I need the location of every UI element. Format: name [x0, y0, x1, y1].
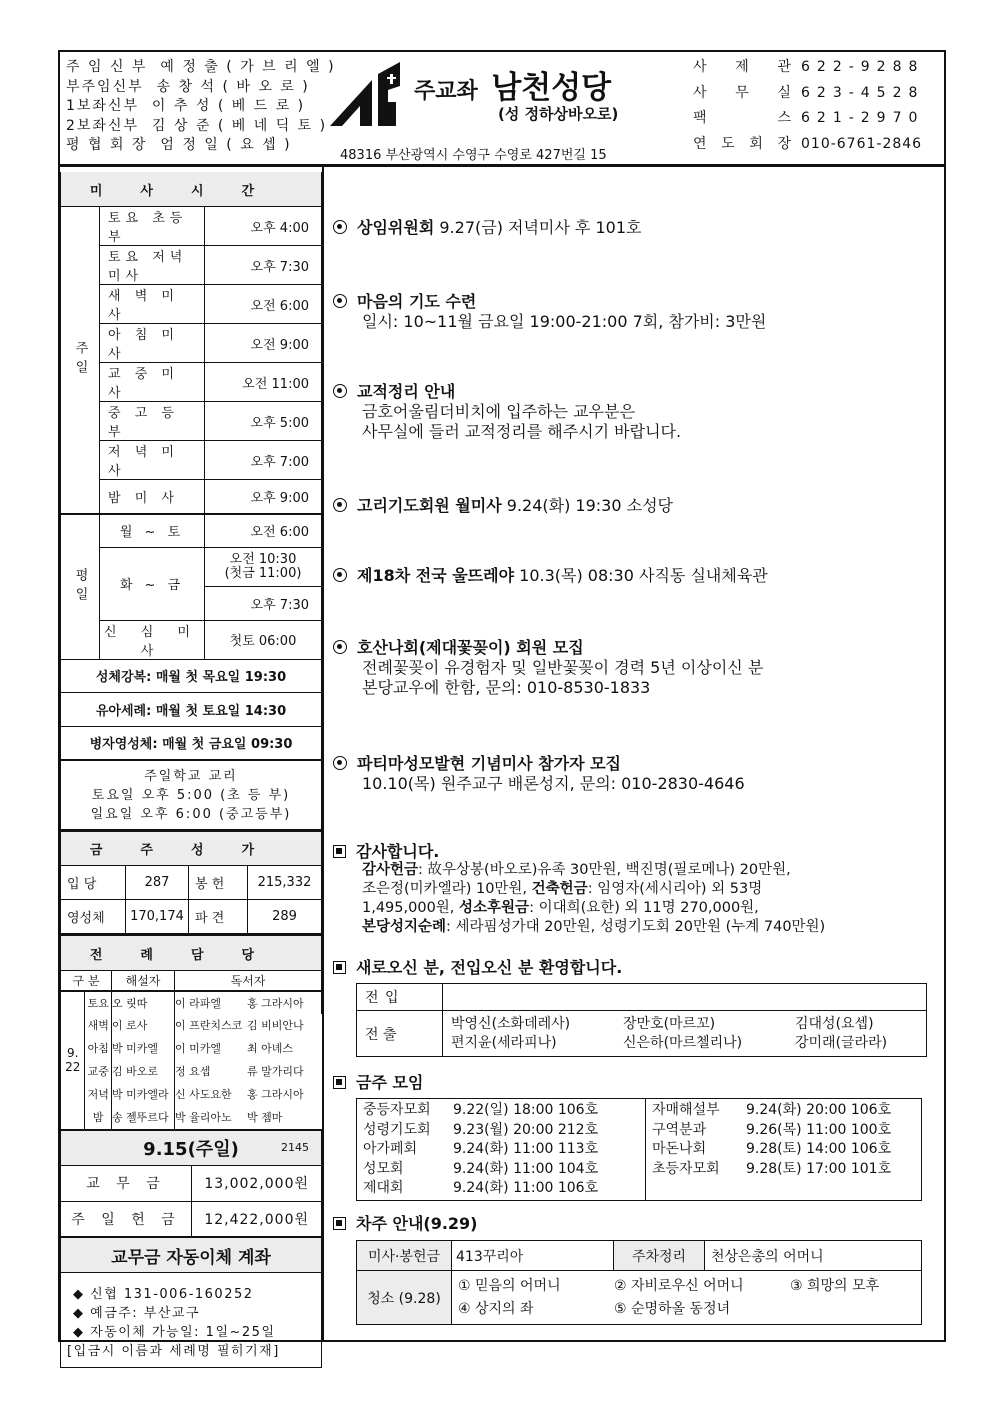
offering-date-header: 9.15(주일) 2145 — [61, 1130, 322, 1166]
announcement: 제18차 전국 울뜨레야 10.3(목) 08:30 사직동 실내체육관 — [333, 566, 768, 586]
meetings-right: 자매해설부 9.24(화) 20:00 106호 구역분과 9.26(목) 11:00 100호 마돈나회 9.28(토) 14:00 106호 초등자모회 9.28(토) 17:00 101호 — [652, 1102, 892, 1177]
catechism-info: 주일학교 교리 토요일 오후 5:00 (초 등 부) 일요일 오후 6:00 (중고등부) — [61, 760, 322, 830]
contact-row: 팩 스 621-2970 — [693, 110, 925, 126]
mass-name: 밤 미 사 — [100, 480, 205, 514]
mass-time: 오후 5:00 — [205, 402, 322, 441]
bullet-icon — [333, 756, 347, 770]
meetings-left: 중등자모회 9.22(일) 18:00 106호 성령기도회 9.23(월) 20:00 212호 아가페회 9.24(화) 11:00 113호 성모회 9.24(화) 11:00 104호 제대회 9.24(화) 11:00 106호 — [357, 1099, 646, 1200]
stat-value: 287 — [126, 866, 189, 900]
address: 48316 부산광역시 수영구 수영로 427번길 15 — [340, 148, 607, 163]
next-week-heading: 차주 안내(9.29) — [333, 1214, 478, 1234]
offering-label: 주 일 헌 금 — [61, 1201, 192, 1237]
bullet-icon — [333, 384, 347, 398]
mass-offering-value: 413꾸리아 — [452, 1241, 614, 1271]
header-divider — [58, 164, 946, 167]
mass-time: 오전 9:00 — [205, 324, 322, 363]
commentator: 송 젤뚜르다 — [112, 1106, 175, 1129]
parking-label: 주차정리 — [614, 1241, 705, 1271]
col-header: 독서자 — [175, 971, 322, 991]
square-bullet-icon — [333, 961, 346, 974]
liturgy-heading: 전례담당 — [61, 935, 322, 971]
mass-name: 토요 초등부 — [100, 207, 205, 246]
reader: 박 젬마 — [247, 1111, 283, 1124]
attendance-count: 2145 — [281, 1140, 309, 1154]
hymn-heading: 금주성가 — [61, 831, 322, 866]
offering-table — [60, 1129, 322, 1369]
reader: 이 미카엘 — [175, 1037, 248, 1060]
account-info: ◆ 신협 131-006-160252 ◆ 예금주: 부산교구 ◆ 자동이체 가능일: 1일~25일 [입금시 이름과 세례명 필히기재] — [61, 1273, 322, 1368]
stat-label: 영성체 — [61, 900, 126, 934]
mass-name: 화 ~ 금 — [100, 548, 205, 621]
parking-value: 천상은총의 어머니 — [705, 1241, 922, 1271]
offering-amount: 12,422,000원 — [192, 1201, 322, 1237]
weekday-label: 평일 — [61, 514, 100, 660]
square-bullet-icon — [333, 1076, 346, 1089]
commentator: 박 미카엘라 — [112, 1083, 175, 1106]
mass-time: 오전 6:00 — [205, 285, 322, 324]
parish-title: 주교좌 남천성당 — [414, 70, 612, 106]
mass-type: 새벽 — [87, 1019, 109, 1032]
note-infant-baptism: 유아세례: 매월 첫 토요일 14:30 — [61, 693, 322, 727]
mass-type: 저녁 — [87, 1088, 109, 1101]
announcement: 교적정리 안내 금호어울림더비치에 입주하는 교우분은 사무실에 들러 교적정리를 해주시기 바랍니다. — [333, 382, 681, 442]
reader: 최 아녜스 — [247, 1042, 294, 1055]
staff-list — [66, 58, 336, 156]
church-logo-icon — [330, 62, 408, 128]
mass-time: 오후 7:00 — [205, 441, 322, 480]
mass-time: 오후 4:00 — [205, 207, 322, 246]
bullet-icon — [333, 640, 347, 654]
mass-time: 오전 6:00 — [205, 514, 322, 548]
meetings-table — [356, 1098, 922, 1201]
next-week-table — [356, 1240, 922, 1325]
mass-time: 첫토 06:00 — [205, 620, 322, 659]
commentator: 이 로사 — [112, 1014, 175, 1037]
staff-row: 1보좌신부 이 추 성 ( 베 드 로 ) — [66, 98, 306, 114]
staff-row: 평 협 회 장 엄 정 일 ( 요 셉 ) — [66, 137, 292, 153]
bullet-icon — [333, 498, 347, 512]
mass-type: 토요 — [85, 991, 112, 1014]
mass-time: 오후 7:30 — [205, 246, 322, 285]
bullet-icon — [333, 568, 347, 582]
weekly-hymn-table — [60, 830, 322, 934]
reader: 박 율리아노 — [175, 1106, 248, 1129]
mass-time: 오후 7:30 — [205, 587, 322, 621]
welcome-heading: 새로오신 분, 전입오신 분 환영합니다. — [333, 958, 622, 978]
col-header: 구 분 — [61, 971, 112, 991]
transfer-out-label: 전 출 — [357, 1011, 443, 1057]
stat-value: 289 — [248, 900, 322, 934]
mass-name: 교 중 미 사 — [100, 363, 205, 402]
meetings-heading: 금주 모임 — [333, 1073, 423, 1093]
transfer-out-names: 박영신(소화데레사) 장만호(마르꼬) 김대성(요셉) 편지윤(세라피나) 신은하(마르첼리나) 강미래(글라라) — [443, 1011, 927, 1057]
mass-offering-label: 미사·봉헌금 — [357, 1241, 452, 1271]
note-sick-communion: 병자영성체: 매월 첫 금요일 09:30 — [61, 726, 322, 760]
thanks-section: 감사합니다. 감사헌금: 故우상봉(바오로)유족 30만원, 백진명(필로메나) 20만원, 조은정(미카엘라) 10만원, 건축헌금: 임영자(세시리아) 외 53명 1,495,000원, 성소후원금: 이대희(요한) 외 11명 270,000원, 본당성지순례: 세라핌성가대 20만원, 성령기도회 20만원 (누계 740만원) — [333, 842, 825, 937]
commentator: 박 미카엘 — [112, 1037, 175, 1060]
announcement: 고리기도회원 월미사 9.24(화) 19:30 소성당 — [333, 496, 673, 516]
reader: 류 말가리다 — [247, 1065, 304, 1078]
mass-time: 오전 10:30 (첫금 11:00) — [205, 548, 322, 587]
reader: 홍 그라시아 — [247, 1088, 304, 1101]
reader: 신 사도요한 — [175, 1083, 248, 1106]
stat-label: 입 당 — [61, 866, 126, 900]
note-benediction: 성체강복: 매월 첫 목요일 19:30 — [61, 659, 322, 693]
mass-times-table — [60, 172, 322, 830]
square-bullet-icon — [333, 845, 346, 858]
bullet-icon — [333, 294, 347, 308]
commentator: 오 릿따 — [112, 991, 175, 1014]
reader: 정 요셉 — [175, 1060, 248, 1083]
contact-row: 연 도 회 장 010-6761-2846 — [693, 135, 923, 152]
transfer-in-label: 전 입 — [357, 984, 443, 1011]
col-header: 해설자 — [112, 971, 175, 991]
mass-name: 저 녁 미 사 — [100, 441, 205, 480]
reader: 홍 그라시아 — [247, 991, 322, 1014]
stat-label: 파 견 — [189, 900, 248, 934]
left-column — [60, 172, 322, 1368]
mass-name: 토요 저녁미사 — [100, 246, 205, 285]
sunday-label: 주일 — [61, 207, 100, 514]
column-divider — [322, 166, 324, 1342]
staff-row: 주 임 신 부 예 정 출 ( 가 브 리 엘 ) — [66, 59, 336, 75]
staff-row: 부주임신부 송 창 석 ( 바 오 로 ) — [66, 78, 310, 95]
stat-value: 170,174 — [126, 900, 189, 934]
mass-name: 월 ~ 토 — [100, 514, 205, 548]
contact-row: 사 무 실 623-4528 — [693, 84, 925, 101]
mass-name: 중 고 등 부 — [100, 402, 205, 441]
contact-list — [693, 55, 924, 157]
mass-name: 신 심 미 사 — [100, 620, 205, 659]
mass-times-heading: 미사시간 — [61, 172, 322, 207]
mass-name: 새 벽 미 사 — [100, 285, 205, 324]
mass-time: 오전 11:00 — [205, 363, 322, 402]
announcement: 호산나회(제대꽃꽂이) 회원 모집 전례꽃꽂이 유경험자 및 일반꽃꽂이 경력 5년 이상이신 분 본당교우에 한함, 문의: 010-8530-1833 — [333, 638, 763, 698]
stat-label: 봉 헌 — [189, 866, 248, 900]
reader: 이 프란치스코 — [175, 1014, 248, 1037]
commentator: 김 바오로 — [112, 1060, 175, 1083]
stat-value: 215,332 — [248, 866, 322, 900]
mass-name: 아 침 미 사 — [100, 324, 205, 363]
reader: 김 비비안나 — [247, 1019, 304, 1032]
bullet-icon — [333, 220, 347, 234]
offering-amount: 13,002,000원 — [192, 1165, 322, 1201]
mass-type: 밤 — [92, 1111, 104, 1124]
announcement: 마음의 기도 수련 일시: 10~11월 금요일 19:00-21:00 7회, 참가비: 3만원 — [333, 292, 766, 332]
mass-type: 아침 — [87, 1042, 109, 1055]
liturgy-table — [60, 934, 322, 1129]
announcement: 상임위원회 9.27(금) 저녁미사 후 101호 — [333, 218, 641, 238]
parish-subtitle: (성 정하상바오로) — [498, 105, 619, 123]
cleaning-groups: ① 믿음의 어머니 ② 자비로우신 어머니 ③ 희망의 모후 ④ 상지의 좌 ⑤ 순명하올 동정녀 — [452, 1271, 922, 1325]
welcome-table — [356, 983, 927, 1057]
announcement: 파티마성모발현 기념미사 참가자 모집 10.10(목) 원주교구 배론성지, 문의: 010-2830-4646 — [333, 754, 745, 794]
offering-label: 교 무 금 — [61, 1165, 192, 1201]
transfer-in-names — [443, 984, 927, 1011]
mass-time: 오후 9:00 — [205, 480, 322, 514]
liturgy-date: 9. 22 — [61, 991, 85, 1129]
contact-row: 사 제 관 622-9288 — [693, 59, 925, 75]
cleaning-label: 청소 (9.28) — [357, 1271, 452, 1325]
account-heading: 교무금 자동이체 계좌 — [61, 1237, 322, 1273]
square-bullet-icon — [333, 1217, 346, 1230]
mass-type: 교중 — [87, 1065, 109, 1078]
staff-row: 2보좌신부 김 상 준 ( 베 네 딕 토 ) — [66, 117, 328, 134]
reader: 이 라파엘 — [175, 991, 248, 1014]
